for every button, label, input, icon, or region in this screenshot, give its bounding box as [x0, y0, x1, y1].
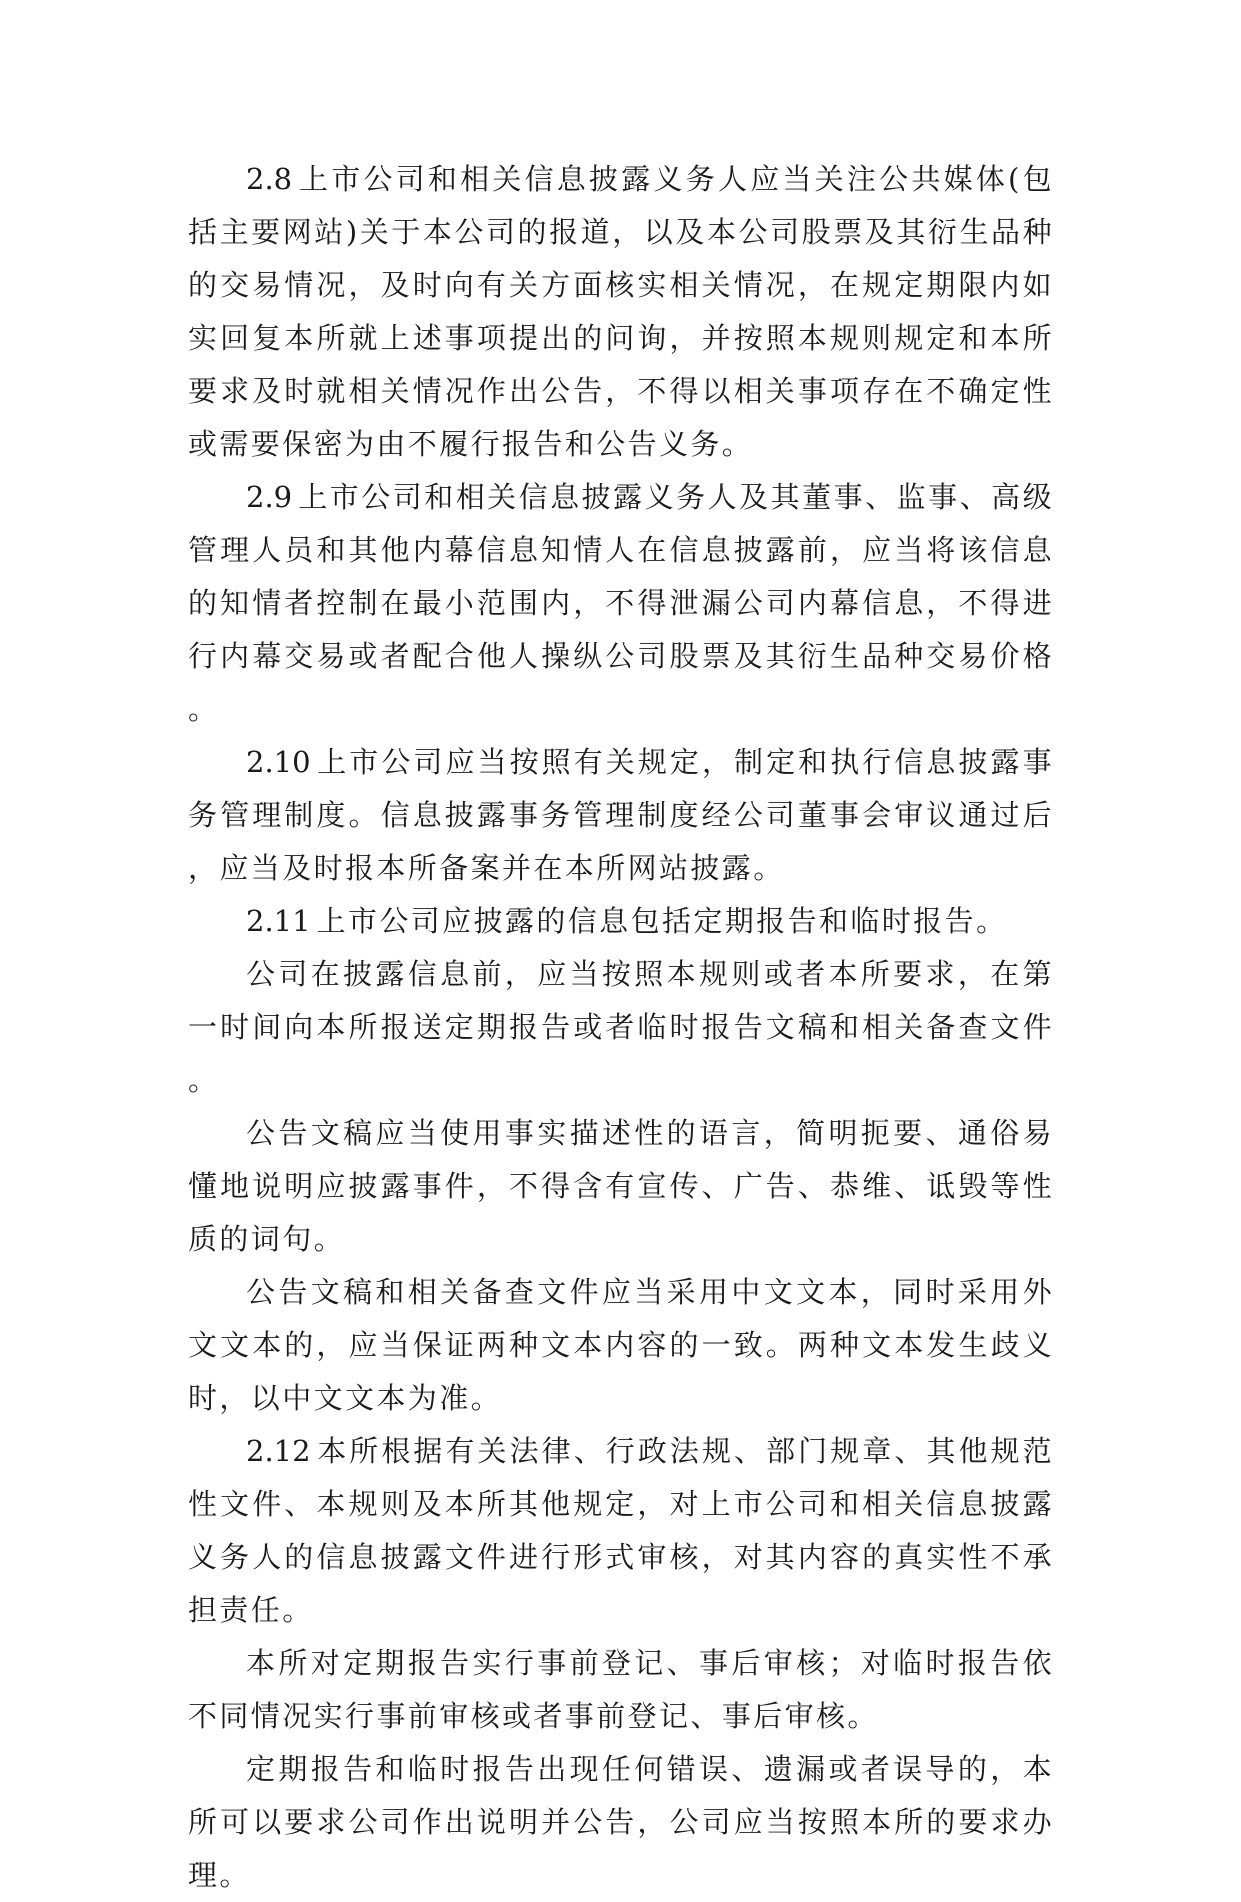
article-2-10 [188, 736, 1054, 895]
article-2-12-paragraph-3 [188, 1743, 1054, 1902]
paragraph-text: 定期报告和临时报告出现任何错误、遗漏或者误导的，本所可以要求公司作出说明并公告，公司应当按照本所的要求办理。 [188, 1752, 1054, 1892]
article-number: 2.10 [246, 745, 311, 779]
article-2-9 [188, 471, 1054, 736]
article-2-11 [188, 895, 1054, 948]
paragraph-text: 公司在披露信息前，应当按照本规则或者本所要求，在第一时间向本所报送定期报告或者临时报告文稿和相关备查文件。 [188, 957, 1054, 1097]
article-2-11-paragraph-4 [188, 1266, 1054, 1425]
paragraph-text: 公告文稿应当使用事实描述性的语言，简明扼要、通俗易懂地说明应披露事件，不得含有宣传、广告、恭维、诋毁等性质的词句。 [188, 1116, 1054, 1256]
article-text: 上市公司应披露的信息包括定期报告和临时报告。 [316, 904, 1008, 938]
paragraph-text: 公告文稿和相关备查文件应当采用中文文本，同时采用外文文本的，应当保证两种文本内容的一致。两种文本发生歧义时，以中文文本为准。 [188, 1275, 1054, 1415]
article-text: 本所根据有关法律、行政法规、部门规章、其他规范性文件、本规则及本所其他规定，对上市公司和相关信息披露义务人的信息披露文件进行形式审核，对其内容的真实性不承担责任。 [188, 1434, 1054, 1627]
article-text: 上市公司和相关信息披露义务人及其董事、监事、高级管理人员和其他内幕信息知情人在信息披露前，应当将该信息的知情者控制在最小范围内，不得泄漏公司内幕信息，不得进行内幕交易或者配合他人操纵公司股票及其衍生品种交易价格。 [188, 480, 1054, 726]
article-number: 2.11 [246, 904, 311, 938]
article-number: 2.12 [246, 1434, 311, 1468]
article-2-12 [188, 1425, 1054, 1637]
article-2-8 [188, 153, 1054, 471]
article-2-11-paragraph-3 [188, 1107, 1054, 1266]
article-text: 上市公司应当按照有关规定，制定和执行信息披露事务管理制度。信息披露事务管理制度经公司董事会审议通过后，应当及时报本所备案并在本所网站披露。 [188, 745, 1054, 885]
article-2-12-paragraph-2 [188, 1637, 1054, 1743]
article-number: 2.8 [246, 162, 293, 196]
document-body [188, 153, 1054, 1902]
article-2-11-paragraph-2 [188, 948, 1054, 1107]
paragraph-text: 本所对定期报告实行事前登记、事后审核；对临时报告依不同情况实行事前审核或者事前登记、事后审核。 [188, 1646, 1054, 1733]
article-text: 上市公司和相关信息披露义务人应当关注公共媒体(包括主要网站)关于本公司的报道，以及本公司股票及其衍生品种的交易情况，及时向有关方面核实相关情况，在规定期限内如实回复本所就上述事项提出的问询，并按照本规则规定和本所要求及时就相关情况作出公告，不得以相关事项存在不确定性或需要保密为由不履行报告和公告义务。 [188, 162, 1054, 461]
article-number: 2.9 [246, 480, 293, 514]
